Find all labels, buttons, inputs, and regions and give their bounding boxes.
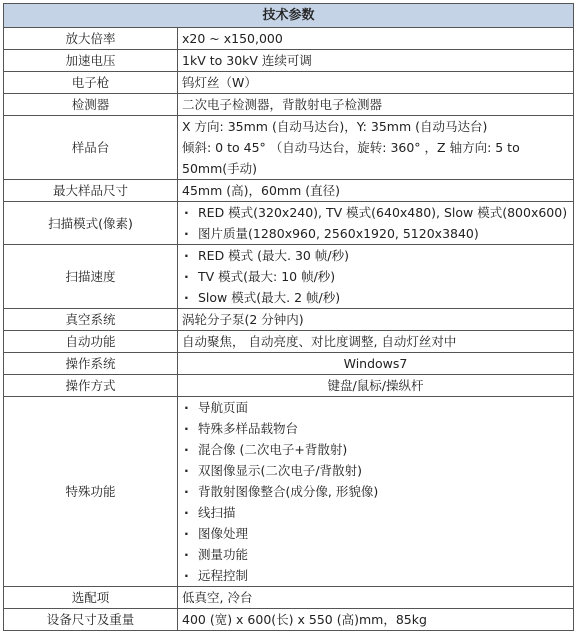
table-row bbox=[4, 397, 574, 587]
row-label-voltage: 加速电压 bbox=[4, 50, 178, 72]
table-row bbox=[4, 116, 574, 180]
row-value-scan-speed bbox=[178, 245, 574, 309]
row-value-detector: 二次电子检测器，背散射电子检测器 bbox=[178, 94, 574, 116]
list-item: · 图像处理 bbox=[182, 523, 569, 544]
table-row bbox=[4, 50, 574, 72]
row-value-special bbox=[178, 397, 574, 587]
list-item: · RED 模式(320x240), TV 模式(640x480), Slow 模式(800x600) bbox=[182, 202, 569, 223]
row-label-scan-speed: 扫描速度 bbox=[4, 245, 178, 309]
list-item: · 导航页面 bbox=[182, 397, 569, 418]
table-row bbox=[4, 94, 574, 116]
list-item: · Slow 模式(最大. 2 帧/秒) bbox=[182, 287, 569, 308]
row-value-os: Windows7 bbox=[178, 353, 574, 375]
row-label-special: 特殊功能 bbox=[4, 397, 178, 587]
table-row bbox=[4, 180, 574, 202]
table-row bbox=[4, 245, 574, 309]
row-label-detector: 检测器 bbox=[4, 94, 178, 116]
list-item: · 线扫描 bbox=[182, 502, 569, 523]
row-label-magnification: 放大倍率 bbox=[4, 28, 178, 50]
row-label-operation: 操作方式 bbox=[4, 375, 178, 397]
row-value-auto: 自动聚焦， 自动亮度、对比度调整, 自动灯丝对中 bbox=[178, 331, 574, 353]
row-value-scan-mode bbox=[178, 202, 574, 245]
row-label-dimensions: 设备尺寸及重量 bbox=[4, 609, 178, 631]
table-row bbox=[4, 72, 574, 94]
table-row bbox=[4, 353, 574, 375]
table-row bbox=[4, 28, 574, 50]
row-value-stage bbox=[178, 116, 574, 180]
table-row bbox=[4, 609, 574, 631]
row-value-voltage: 1kV to 30kV 连续可调 bbox=[178, 50, 574, 72]
table-row bbox=[4, 202, 574, 245]
row-value-magnification: x20 ~ x150,000 bbox=[178, 28, 574, 50]
row-label-vacuum: 真空系统 bbox=[4, 309, 178, 331]
row-value-vacuum: 涡轮分子泵(2 分钟内) bbox=[178, 309, 574, 331]
list-item: · 双图像显示(二次电子/背散射) bbox=[182, 460, 569, 481]
row-value-options: 低真空, 冷台 bbox=[178, 587, 574, 609]
row-label-auto: 自动功能 bbox=[4, 331, 178, 353]
row-label-options: 选配项 bbox=[4, 587, 178, 609]
table-title: 技术参数 bbox=[4, 4, 574, 28]
row-label-gun: 电子枪 bbox=[4, 72, 178, 94]
row-value-max-size: 45mm (高)，60mm (直径) bbox=[178, 180, 574, 202]
table-row bbox=[4, 375, 574, 397]
row-value-gun: 钨灯丝（W） bbox=[178, 72, 574, 94]
list-item: · 特殊多样品载物台 bbox=[182, 418, 569, 439]
table-row bbox=[4, 331, 574, 353]
list-item: · TV 模式(最大: 10 帧/秒) bbox=[182, 266, 569, 287]
list-item: · 图片质量(1280x960, 2560x1920, 5120x3840) bbox=[182, 223, 569, 244]
row-value-dimensions: 400 (宽) x 600(长) x 550 (高)mm，85kg bbox=[178, 609, 574, 631]
stage-line: X 方向: 35mm (自动马达台)，Y: 35mm (自动马达台) bbox=[182, 119, 488, 134]
list-item: · 远程控制 bbox=[182, 565, 569, 586]
list-item: · 测量功能 bbox=[182, 544, 569, 565]
title-row bbox=[4, 4, 574, 28]
stage-line: 50mm(手动) bbox=[182, 161, 258, 176]
list-item: · 混合像 (二次电子+背散射) bbox=[182, 439, 569, 460]
list-item: · 背散射图像整合(成分像, 形貌像) bbox=[182, 481, 569, 502]
row-label-os: 操作系统 bbox=[4, 353, 178, 375]
table-row bbox=[4, 309, 574, 331]
row-label-scan-mode: 扫描模式(像素) bbox=[4, 202, 178, 245]
row-label-max-size: 最大样品尺寸 bbox=[4, 180, 178, 202]
stage-line: 倾斜: 0 to 45° （自动马达台，旋转: 360° ，Z 轴方向: 5 to bbox=[182, 140, 520, 155]
row-value-operation: 键盘/鼠标/操纵杆 bbox=[178, 375, 574, 397]
row-label-stage: 样品台 bbox=[4, 116, 178, 180]
table-row bbox=[4, 587, 574, 609]
list-item: · RED 模式 (最大. 30 帧/秒) bbox=[182, 245, 569, 266]
spec-table bbox=[3, 3, 574, 631]
